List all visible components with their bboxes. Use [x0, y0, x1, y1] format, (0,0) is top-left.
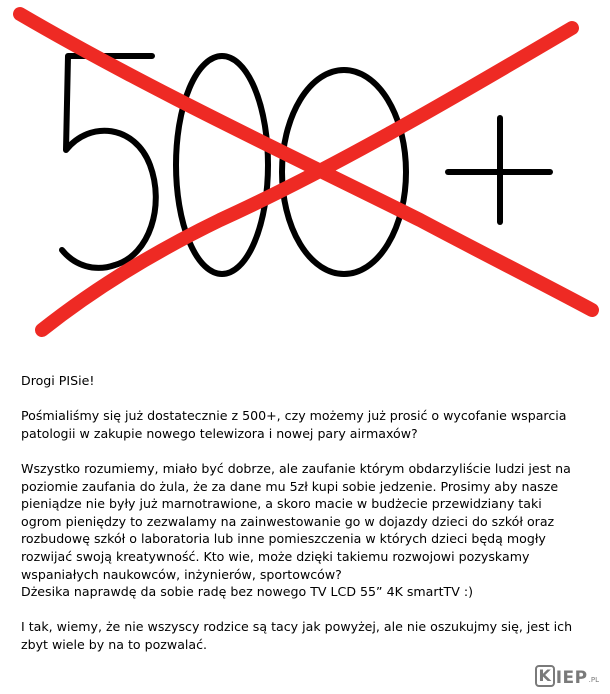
digit-0-second — [282, 70, 406, 274]
paragraph-spacer — [21, 442, 596, 460]
text-line: I tak, wiemy, że nie wszyscy rodzice są tacy jak powyżej, ale nie oszukujmy się, jest ich — [21, 619, 573, 635]
text-line: Dżesika naprawdę da sobie radę bez nowego TV LCD 55” 4K smartTV :) — [21, 584, 473, 600]
letter-greeting: Drogi PISie! — [21, 373, 95, 388]
watermark-k-box: K — [535, 665, 555, 687]
paragraph-2 — [21, 460, 596, 601]
kiep-watermark-logo — [535, 663, 599, 687]
text-line: Wszystko rozumiemy, miało być dobrze, ale zaufanie którym obdarzyliście ludzi jest na — [21, 460, 571, 476]
paragraph-1 — [21, 407, 596, 442]
watermark-text: IEP — [555, 668, 588, 688]
paragraph-3 — [21, 618, 596, 653]
open-letter — [21, 372, 596, 654]
watermark-domain-suffix: .PL — [588, 676, 599, 684]
text-line: pieniądze nie były już marnotrawione, a skoro macie w budżecie przewidziany taki — [21, 496, 542, 512]
text-line: rozbudowę szkół o laboratoria lub inne pomieszczenia w których dzieci będą mogły — [21, 531, 546, 547]
paragraph-spacer — [21, 601, 596, 619]
text-line: rozwijać swoją kreatywność. Kto wie, może dzięki takiemu rozwojowi pozyskamy — [21, 548, 530, 564]
text-line: poziomie zaufania do żula, że za dane mu 5zł kupi sobie jedzenie. Prosimy aby nasze — [21, 478, 559, 494]
text-line: patologii w zakupie nowego telewizora i nowej pary airmaxów? — [21, 425, 418, 441]
text-line: ogrom pieniędzy to zezwalamy na zainwestowanie go w dojazdy dzieci do szkół oraz — [21, 513, 555, 529]
paragraph-spacer — [21, 390, 596, 408]
text-line: zbyt wiele by na to pozwalać. — [21, 636, 208, 652]
text-line: Pośmialiśmy się już dostatecznie z 500+, czy możemy już prosić o wycofanie wsparcia — [21, 408, 567, 424]
text-line: wspaniałych naukowców, inżynierów, sportowców? — [21, 566, 342, 582]
